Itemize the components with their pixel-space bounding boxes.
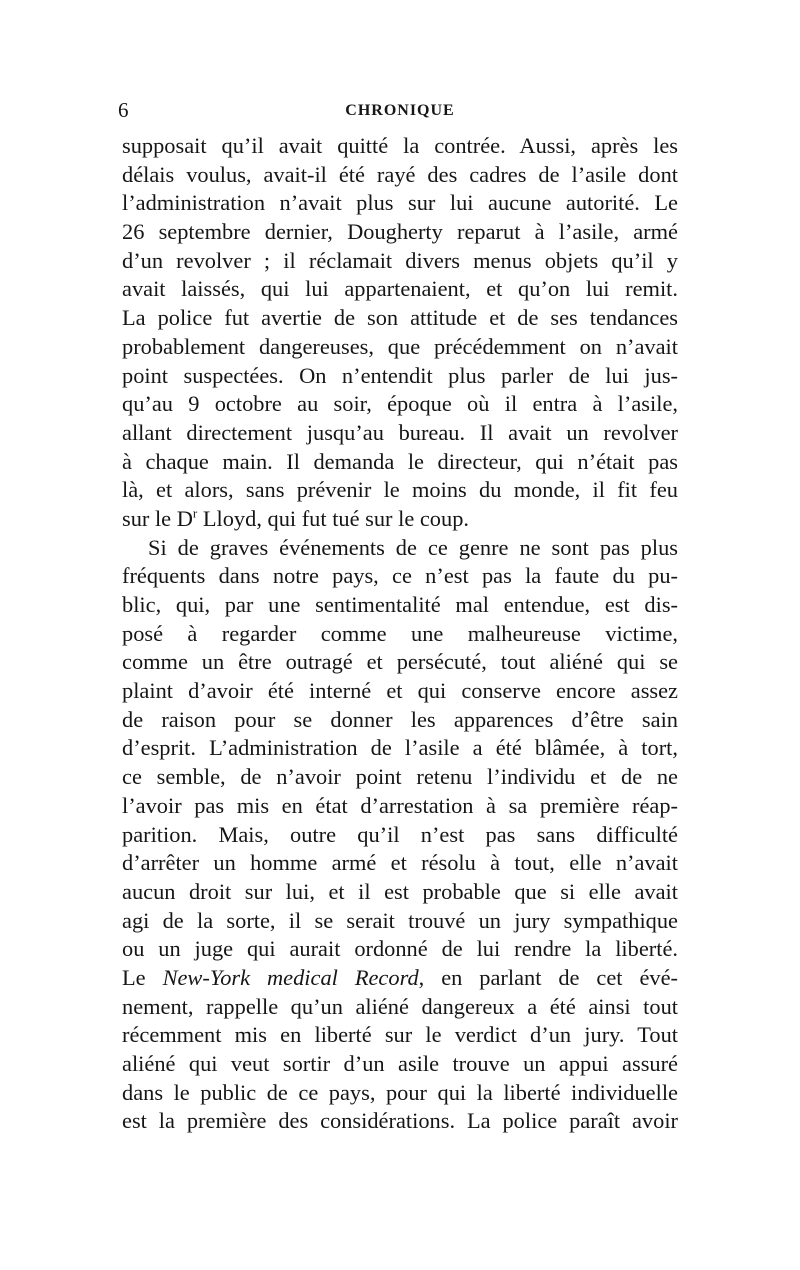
text-line (122, 275, 678, 304)
text-line (122, 132, 678, 161)
text-line (122, 734, 678, 763)
text-line (122, 677, 678, 706)
text-segment: d’arrêter un homme armé et résolu à tout, elle n’avait (122, 850, 678, 876)
text-line (122, 304, 678, 333)
text-segment: Le (122, 964, 163, 990)
text-line (122, 476, 678, 505)
text-line (122, 562, 678, 591)
text-line (122, 620, 678, 649)
text-line (122, 591, 678, 620)
text-line (122, 706, 678, 735)
text-segment: qu’au 9 octobre au soir, époque où il entra à l’asile, (122, 391, 678, 417)
running-head: CHRONIQUE (345, 102, 455, 119)
text-segment: supposait qu’il avait quitté la contrée. Aussi, après les (122, 133, 678, 158)
text-line (122, 964, 678, 993)
text-segment: agi de la sorte, il se serait trouvé un jury sympathique (122, 907, 678, 933)
text-segment: aliéné qui veut sortir d’un asile trouve un appui assuré (122, 1051, 678, 1076)
text-line (122, 907, 678, 936)
text-line (122, 333, 678, 362)
text-line (122, 390, 678, 419)
text-segment: allant directement jusqu’au bureau. Il avait un revolver (122, 419, 678, 445)
text-line (122, 448, 678, 477)
text-line (122, 362, 678, 391)
text-segment: d’un revolver ; il réclamait divers menus objets qu’il y (122, 247, 678, 273)
text-segment: d’esprit. L’administration de l’asile a été blâmée, à tort, (122, 735, 678, 761)
text-segment: l’administration n’avait plus sur lui aucune autorité. Le (122, 190, 678, 216)
superscript-text: r (192, 505, 198, 521)
text-line (122, 534, 678, 563)
text-segment: l’avoir pas mis en état d’arrestation à sa première réap- (122, 792, 678, 818)
text-segment: comme un être outragé et persécuté, tout aliéné qui se (122, 649, 678, 675)
text-segment: là, et alors, sans prévenir le moins du monde, il fit feu (122, 477, 678, 503)
text-segment: fréquents dans notre pays, ce n’est pas la faute du pu- (122, 563, 678, 589)
text-line (122, 1050, 678, 1079)
text-line (122, 1079, 678, 1108)
text-line (122, 247, 678, 276)
text-line (122, 189, 678, 218)
text-segment: récemment mis en liberté sur le verdict d’un jury. Tout (122, 1022, 678, 1048)
text-segment: dans le public de ce pays, pour qui la liberté individuelle (122, 1079, 678, 1105)
text-line (122, 993, 678, 1022)
text-segment: , en parlant de cet évé- (418, 964, 678, 990)
text-segment: ce semble, de n’avoir point retenu l’individu et de ne (122, 764, 678, 790)
text-segment: 26 septembre dernier, Dougherty reparut à l’asile, armé (122, 219, 678, 245)
text-line (122, 419, 678, 448)
text-segment: aucun droit sur lui, et il est probable que si elle avait (122, 878, 678, 904)
text-segment: La police fut avertie de son attitude et de ses tendances (122, 305, 678, 331)
text-segment: avait laissés, qui lui appartenaient, et qu’on lui remit. (122, 276, 678, 302)
text-segment: Lloyd, qui fut tué sur le coup. (197, 505, 469, 531)
text-segment: plaint d’avoir été interné et qui conserve encore assez (122, 678, 678, 704)
italic-text: New-York medical Record (162, 964, 419, 990)
text-line (122, 1021, 678, 1050)
text-segment: point suspectées. On n’entendit plus parler de lui jus- (122, 362, 678, 388)
body-text (122, 132, 678, 1136)
text-segment: sur le D (122, 505, 193, 531)
text-segment: posé à regarder comme une malheureuse victime, (122, 620, 678, 646)
text-segment: délais voulus, avait-il été rayé des cadres de l’asile dont (122, 161, 678, 187)
text-segment: de raison pour se donner les apparences d’être sain (122, 706, 678, 732)
text-segment: Si de graves événements de ce genre ne sont pas plus (148, 534, 678, 560)
text-line (122, 505, 678, 534)
text-line (122, 763, 678, 792)
text-line (122, 878, 678, 907)
text-segment: ou un juge qui aurait ordonné de lui rendre la liberté. (122, 936, 678, 962)
text-line (122, 1107, 678, 1136)
text-line (122, 849, 678, 878)
text-line (122, 792, 678, 821)
text-line (122, 648, 678, 677)
text-segment: probablement dangereuses, que précédemment on n’avait (122, 333, 678, 359)
text-line (122, 218, 678, 247)
text-line (122, 161, 678, 190)
text-segment: est la première des considérations. La police paraît avoir (122, 1108, 678, 1134)
text-line (122, 935, 678, 964)
text-segment: nement, rappelle qu’un aliéné dangereux a été ainsi tout (122, 993, 678, 1019)
text-line (122, 821, 678, 850)
text-segment: à chaque main. Il demanda le directeur, qui n’était pas (122, 448, 678, 474)
text-segment: blic, qui, par une sentimentalité mal entendue, est dis- (122, 592, 678, 617)
text-segment: parition. Mais, outre qu’il n’est pas sans difficulté (122, 821, 678, 847)
page-number: 6 (118, 98, 129, 122)
